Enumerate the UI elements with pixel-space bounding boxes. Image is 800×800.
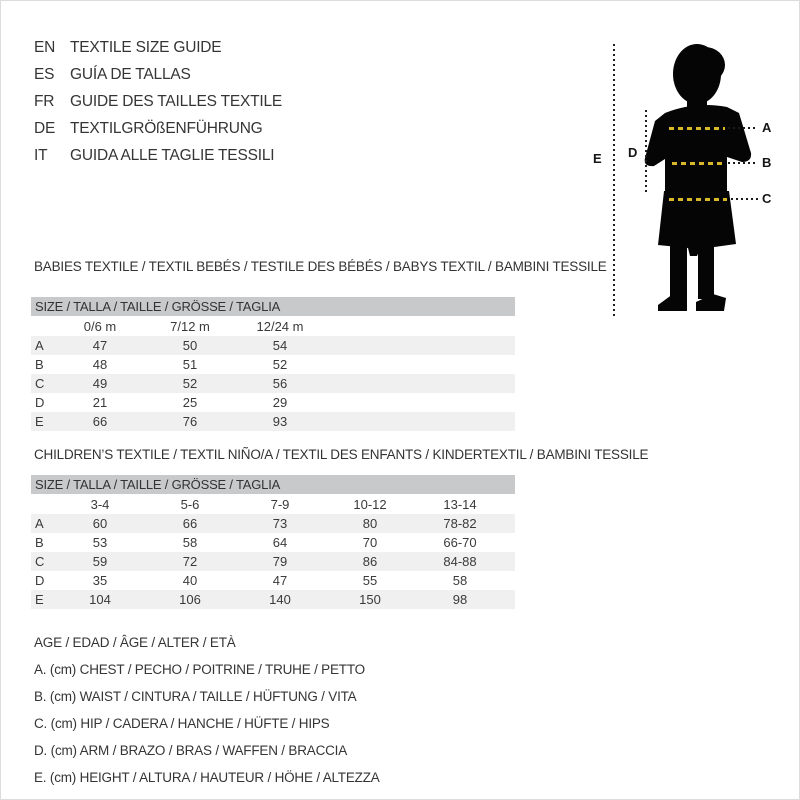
row-label: B [35,357,44,372]
cell: 64 [272,535,288,550]
cell: 59 [92,554,108,569]
children-col-header: 3-4 [90,497,110,512]
empty-cell [31,317,55,336]
cell: 58 [182,535,198,550]
language-title-list [34,39,282,174]
marker-label-b: B [762,155,772,170]
cell: 47 [272,573,288,588]
babies-section-heading: BABIES TEXTILE / TEXTIL BEBÉS / TESTILE DES BÉBÉS / BABYS TEXTIL / BAMBINI TESSILE [34,259,607,274]
row-label: D [35,573,45,588]
legend-item-height: E. (cm) HEIGHT / ALTURA / HAUTEUR / HÖHE / ALTEZZA [34,770,380,785]
table-row [31,412,515,431]
cell: 66 [92,414,108,429]
cell: 76 [182,414,198,429]
cell: 104 [89,592,111,607]
children-col-header: 5-6 [180,497,200,512]
babies-col-header: 0/6 m [83,319,117,334]
filler-cell [505,552,515,571]
cell: 52 [182,376,198,391]
cell: 72 [182,554,198,569]
cell: 29 [272,395,288,410]
cell: 48 [92,357,108,372]
marker-label-c: C [762,191,772,206]
table-row [31,552,515,571]
cell: 140 [269,592,291,607]
filler-cell [505,533,515,552]
row-label: D [35,395,45,410]
waist-measure-dash-line [672,162,724,165]
arm-measure-dotted-line [645,110,647,194]
cell: 98 [452,592,468,607]
cell: 70 [362,535,378,550]
children-size-table [31,495,515,609]
hip-measure-dotted-extension [731,198,758,200]
babies-col-header: 7/12 m [170,319,210,334]
table-row [31,374,515,393]
filler-cell [325,336,515,355]
cell: 51 [182,357,198,372]
row-label: C [35,554,45,569]
cell: 73 [272,516,288,531]
cell: 53 [92,535,108,550]
child-silhouette-image [639,43,772,313]
cell: 80 [362,516,378,531]
cell: 150 [359,592,381,607]
cell: 56 [272,376,288,391]
cell: 93 [272,414,288,429]
filler-cell [505,495,515,514]
cell: 52 [272,357,288,372]
cell: 66-70 [443,535,477,550]
cell: 79 [272,554,288,569]
table-row [31,590,515,609]
cell: 25 [182,395,198,410]
height-measure-dotted-line [613,44,615,316]
language-title: GUIDA ALLE TAGLIE TESSILI [70,147,275,164]
empty-cell [31,495,55,514]
babies-col-header: 12/24 m [256,319,304,334]
legend-item-chest: A. (cm) CHEST / PECHO / POITRINE / TRUHE / PETTO [34,662,365,677]
filler-cell [505,590,515,609]
row-label: E [35,592,44,607]
table-row [31,533,515,552]
legend-item-waist: B. (cm) WAIST / CINTURA / TAILLE / HÜFTUNG / VITA [34,689,357,704]
row-label: C [35,376,45,391]
filler-cell [325,355,515,374]
cell: 78-82 [443,516,477,531]
cell: 47 [92,338,108,353]
filler-cell [325,412,515,431]
cell: 106 [179,592,201,607]
row-label: B [35,535,44,550]
language-title: GUÍA DE TALLAS [70,66,191,83]
children-col-header: 10-12 [353,497,387,512]
cell: 58 [452,573,468,588]
language-title: TEXTILGRÖßENFÜHRUNG [70,120,263,137]
table-row [31,336,515,355]
cell: 35 [92,573,108,588]
children-section-heading: CHILDREN’S TEXTILE / TEXTIL NIÑO/A / TEXTIL DES ENFANTS / KINDERTEXTIL / BAMBINI TESSILE [34,447,649,462]
filler-cell [325,374,515,393]
language-row-de [34,120,282,147]
legend-item-hip: C. (cm) HIP / CADERA / HANCHE / HÜFTE / HIPS [34,716,330,731]
children-column-header-row [31,495,515,514]
children-size-header-bar: SIZE / TALLA / TAILLE / GRÖSSE / TAGLIA [31,475,515,494]
marker-label-a: A [762,120,772,135]
babies-column-header-row [31,317,515,336]
language-code: EN [34,39,56,56]
cell: 50 [182,338,198,353]
language-row-fr [34,93,282,120]
language-code: DE [34,120,56,137]
waist-measure-dotted-extension [728,162,756,164]
filler-cell [325,393,515,412]
filler-cell [325,317,515,336]
table-row [31,514,515,533]
table-row [31,393,515,412]
chest-measure-dash-line [669,127,725,130]
cell: 86 [362,554,378,569]
row-label: E [35,414,44,429]
row-label: A [35,516,44,531]
table-row [31,571,515,590]
row-label: A [35,338,44,353]
language-code: FR [34,93,55,110]
legend-item-arm: D. (cm) ARM / BRAZO / BRAS / WAFFEN / BRACCIA [34,743,348,758]
cell: 84-88 [443,554,477,569]
babies-size-table [31,317,515,431]
cell: 60 [92,516,108,531]
chest-measure-dotted-extension [728,127,758,129]
legend-age-line: AGE / EDAD / ÂGE / ALTER / ETÀ [34,635,236,650]
cell: 21 [92,395,108,410]
children-col-header: 7-9 [270,497,290,512]
cell: 49 [92,376,108,391]
language-title: GUIDE DES TAILLES TEXTILE [70,93,283,110]
language-code: ES [34,66,55,83]
language-code: IT [34,147,48,164]
table-row [31,355,515,374]
marker-label-d: D [628,145,638,160]
cell: 66 [182,516,198,531]
babies-size-header-bar: SIZE / TALLA / TAILLE / GRÖSSE / TAGLIA [31,297,515,316]
filler-cell [505,514,515,533]
cell: 54 [272,338,288,353]
language-row-en [34,39,282,66]
marker-label-e: E [593,151,602,166]
filler-cell [505,571,515,590]
cell: 40 [182,573,198,588]
language-title: TEXTILE SIZE GUIDE [70,39,222,56]
cell: 55 [362,573,378,588]
language-row-es [34,66,282,93]
measurement-legend [34,635,380,797]
hip-measure-dash-line [669,198,727,201]
language-row-it [34,147,282,174]
children-col-header: 13-14 [443,497,477,512]
